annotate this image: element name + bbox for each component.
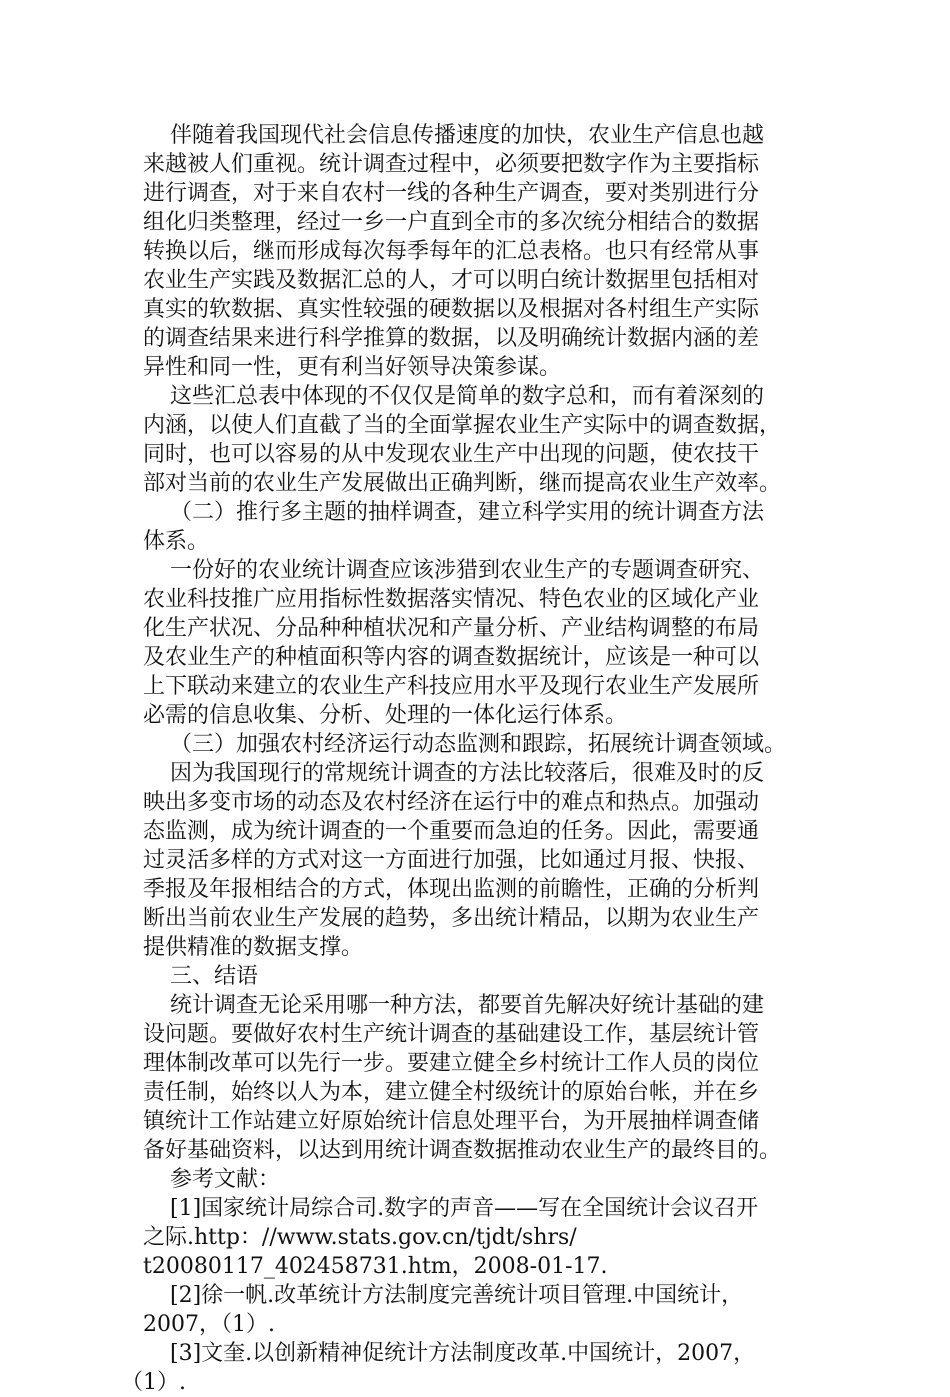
text-line: 上下联动来建立的农业生产科技应用水平及现行农业生产发展所 [143,674,760,699]
reference-1 [143,1194,793,1281]
reference-2 [143,1281,793,1339]
text-line: 备好基础资料，以达到用统计调查数据推动农业生产的最终目的。 [143,1138,782,1163]
paragraph-2 [143,382,793,498]
text-line: 的调查结果来进行科学推算的数据，以及明确统计数据内涵的差 [143,326,760,351]
heading-line: 参考文献： [170,1167,281,1192]
paragraph-4 [143,759,793,962]
text-line: 这些汇总表中体现的不仅仅是简单的数字总和，而有着深刻的 [170,384,765,409]
paragraph-5 [143,991,793,1165]
text-line: 真实的软数据、真实性较强的硬数据以及根据对各村组生产实际 [143,297,760,322]
text-line: 季报及年报相结合的方式，体现出监测的前瞻性，正确的分析判 [143,877,760,902]
text-line: 统计调查无论采用哪一种方法，都要首先解决好统计基础的建 [170,993,765,1018]
text-line: 提供精准的数据支撑。 [143,935,364,960]
section-heading-2 [143,498,793,556]
text-line: 转换以后，继而形成每次每季每年的汇总表格。也只有经常从事 [143,239,760,264]
reference-line: 2007，（1）. [143,1312,275,1337]
reference-line: [2]徐一帆.改革统计方法制度完善统计项目管理.中国统计， [170,1283,744,1308]
text-line: 组化归类整理，经过一乡一户直到全市的多次统分相结合的数据 [143,210,760,235]
text-line: 异性和同一性，更有利当好领导决策参谋。 [143,355,562,380]
reference-line: t20080117_402458731.htm，2008-01-17. [143,1254,608,1279]
document-page [121,121,793,1397]
conclusion-heading [143,962,793,991]
text-line: 来越被人们重视。统计调查过程中，必须要把数字作为主要指标 [143,152,760,177]
text-line: 化生产状况、分品种种植状况和产量分析、产业结构调整的布局 [143,616,760,641]
references-heading [143,1165,793,1194]
section-heading-3 [143,730,793,759]
text-line: 伴随着我国现代社会信息传播速度的加快，农业生产信息也越 [170,123,765,148]
heading-line: （三）加强农村经济运行动态监测和跟踪，拓展统计调查领域。 [170,732,787,757]
text-line: 必需的信息收集、分析、处理的一体化运行体系。 [143,703,628,728]
text-line: 映出多变市场的动态及农村经济在运行中的难点和热点。加强动 [143,790,760,815]
reference-line: 之际.http：//www.stats.gov.cn/tjdt/shrs/ [143,1225,577,1250]
text-line: 过灵活多样的方式对这一方面进行加强，比如通过月报、快报、 [143,848,760,873]
reference-line: [1]国家统计局综合司.数字的声音——写在全国统计会议召开 [170,1196,759,1221]
heading-line: 三、结语 [170,964,259,989]
text-line: 农业科技推广应用指标性数据落实情况、特色农业的区域化产业 [143,587,760,612]
text-line: 责任制，始终以人为本，建立健全村级统计的原始台帐，并在乡 [143,1080,760,1105]
paragraph-3 [143,556,793,730]
text-line: 镇统计工作站建立好原始统计信息处理平台，为开展抽样调查储 [143,1109,760,1134]
text-line: 部对当前的农业生产发展做出正确判断，继而提高农业生产效率。 [143,471,782,496]
text-line: 内涵，以使人们直截了当的全面掌握农业生产实际中的调查数据， [143,413,782,438]
text-line: 设问题。要做好农村生产统计调查的基础建设工作，基层统计管 [143,1022,760,1047]
text-line: 态监测，成为统计调查的一个重要而急迫的任务。因此，需要通 [143,819,760,844]
text-line: 同时，也可以容易的从中发现农业生产中出现的问题，使农技干 [143,442,760,467]
text-line: 理体制改革可以先行一步。要建立健全乡村统计工作人员的岗位 [143,1051,760,1076]
text-line: 农业生产实践及数据汇总的人，才可以明白统计数据里包括相对 [143,268,760,293]
heading-line: 体系。 [143,529,210,554]
reference-3 [121,1339,793,1397]
text-line: 进行调查，对于来自农村一线的各种生产调查，要对类别进行分 [143,181,760,206]
text-line: 及农业生产的种植面积等内容的调查数据统计，应该是一种可以 [143,645,760,670]
heading-line: （二）推行多主题的抽样调查，建立科学实用的统计调查方法 [170,500,765,525]
paragraph-1 [143,121,793,382]
text-line: 一份好的农业统计调查应该涉猎到农业生产的专题调查研究、 [170,558,765,583]
text-line: 因为我国现行的常规统计调查的方法比较落后，很难及时的反 [170,761,765,786]
text-line: 断出当前农业生产发展的趋势，多出统计精品，以期为农业生产 [143,906,760,931]
reference-line: [3]文奎.以创新精神促统计方法制度改革.中国统计，2007， [170,1341,756,1366]
reference-line: （1）. [121,1370,186,1395]
